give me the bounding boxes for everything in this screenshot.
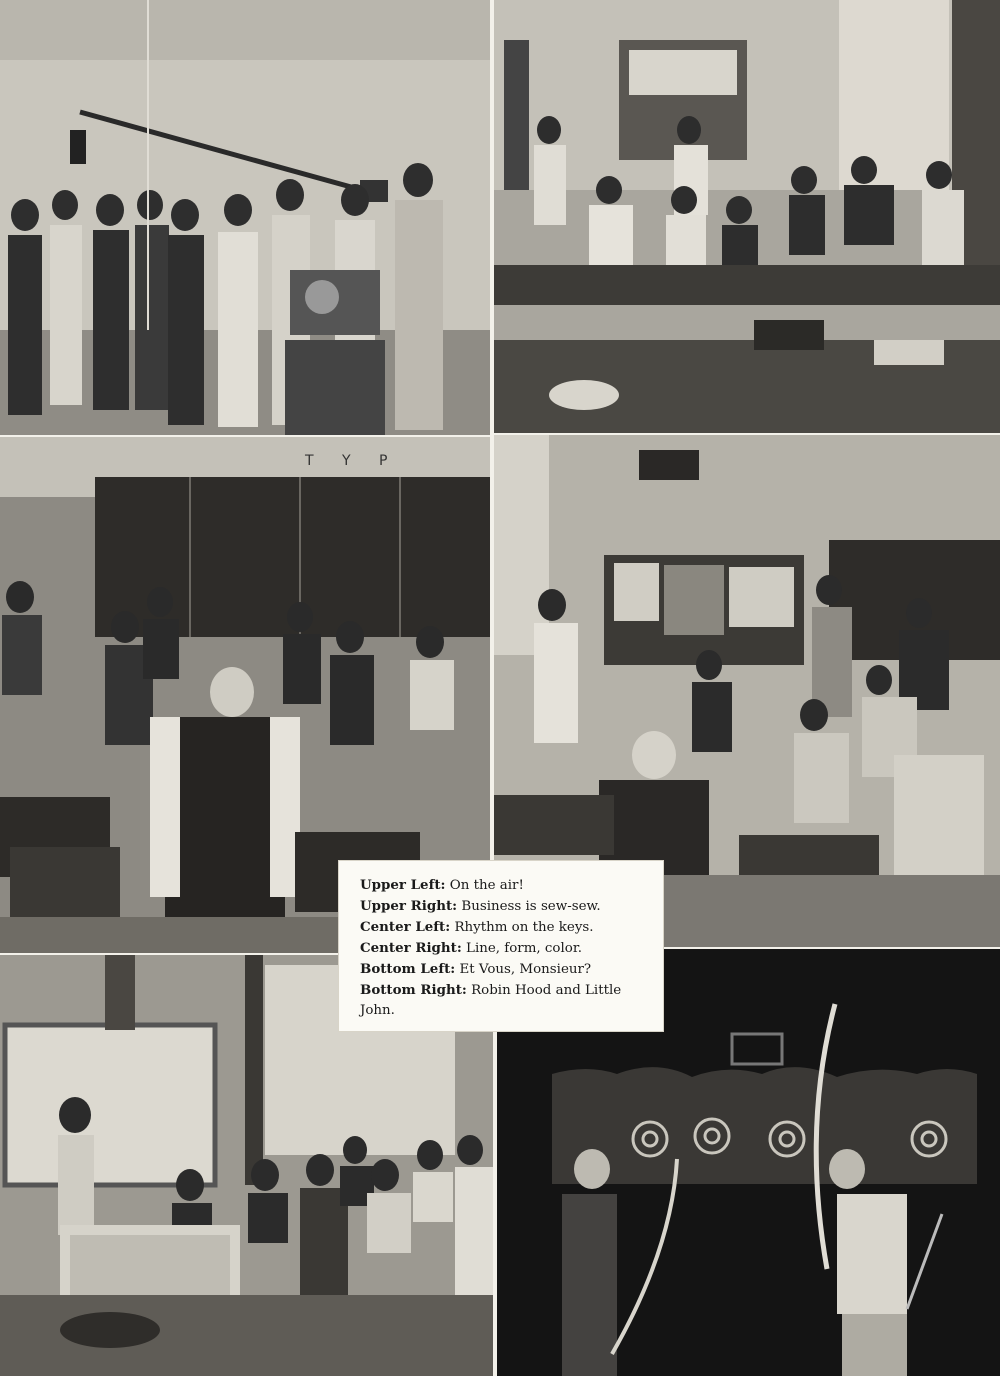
wall-lettering: T Y P [305,453,400,469]
photo-upper-left [0,0,490,435]
caption-center-left: Center Left: Rhythm on the keys. [360,919,594,935]
caption-bottom-left: Bottom Left: Et Vous, Monsieur? [360,961,592,977]
caption-center-right: Center Right: Line, form, color. [360,940,583,956]
photo-upper-right [494,0,1000,433]
caption-box [338,860,664,1032]
caption-bottom-right: Bottom Right: Robin Hood and Little John. [360,982,622,1018]
caption-upper-left: Upper Left: On the air! [360,877,524,893]
caption-upper-right: Upper Right: Business is sew-sew. [360,898,601,914]
